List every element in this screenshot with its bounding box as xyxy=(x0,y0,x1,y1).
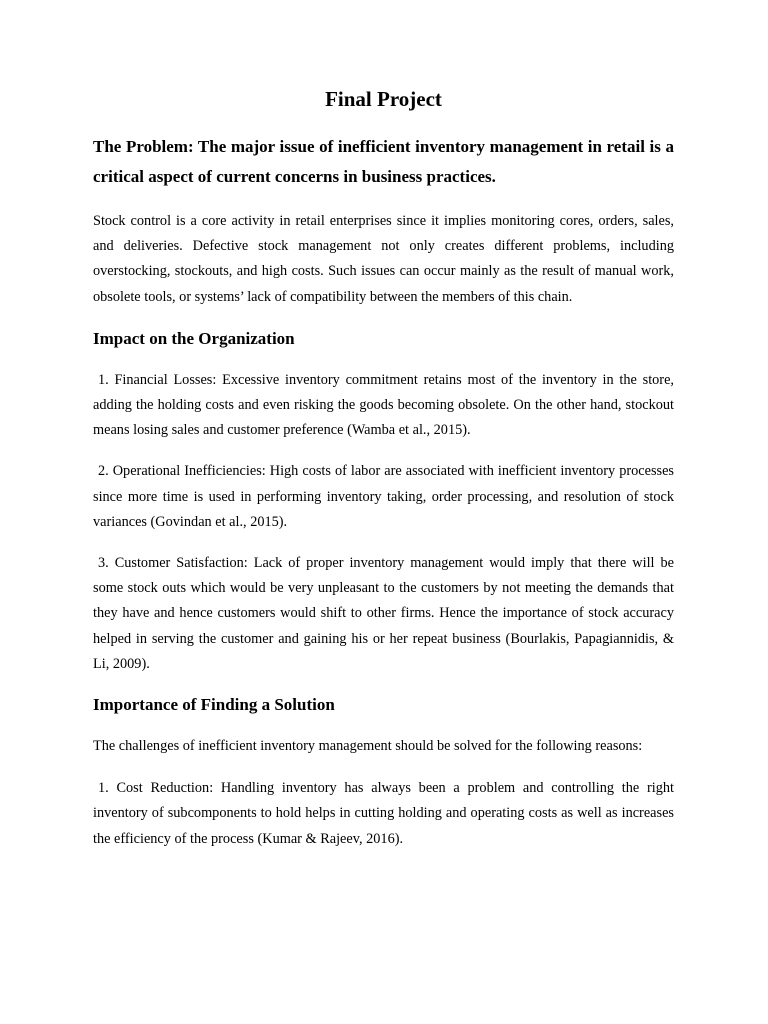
intro-paragraph: Stock control is a core activity in retail enterprises since it implies monitoring cores, orders, sales, and deliveries. Defective stock management not only creates different problems, including overstocking, stockouts, and high costs. Such issues can occur mainly as the result of manual work, obsolete tools, or systems’ lack of compatibility between the members of this chain. xyxy=(93,213,674,305)
solution-intro: The challenges of inefficient inventory management should be solved for the following reasons: xyxy=(93,738,643,755)
solution-heading: Importance of Finding a Solution xyxy=(93,695,335,715)
impact-heading: Impact on the Organization xyxy=(93,328,295,348)
problem-statement: The Problem: The major issue of inefficient inventory management in retail is a critical aspect of current concerns in business practices. xyxy=(93,137,674,186)
impact-item-customer-satisfaction: 3. Customer Satisfaction: Lack of proper inventory management would imply that there will be some stock outs which would be very unpleasant to the customers by not meeting the demands that they have and hence customers would shift to other firms. Hence the importance of stock accuracy helped in serving the customer and gaining his or her repeat business (Bourlakis, Papagiannidis, & Li, 2009). xyxy=(93,555,674,672)
solution-item-cost-reduction: 1. Cost Reduction: Handling inventory has always been a problem and controlling the right inventory of subcomponents to hold helps in cutting holding and operating costs as well as increases the efficiency of the process (Kumar & Rajeev, 2016). xyxy=(93,780,674,847)
document-page xyxy=(93,84,674,868)
impact-item-financial-losses: 1. Financial Losses: Excessive inventory commitment retains most of the inventory in the store, adding the holding costs and even risking the goods becoming obsolete. On the other hand, stockout means losing sales and customer preference (Wamba et al., 2015). xyxy=(93,371,674,439)
page-title: Final Project xyxy=(325,87,442,111)
impact-item-operational-inefficiencies: 2. Operational Inefficiencies: High costs of labor are associated with inefficient inventory processes since more time is used in performing inventory taking, order processing, and resolution of stock variances (Govindan et al., 2015). xyxy=(93,463,674,530)
